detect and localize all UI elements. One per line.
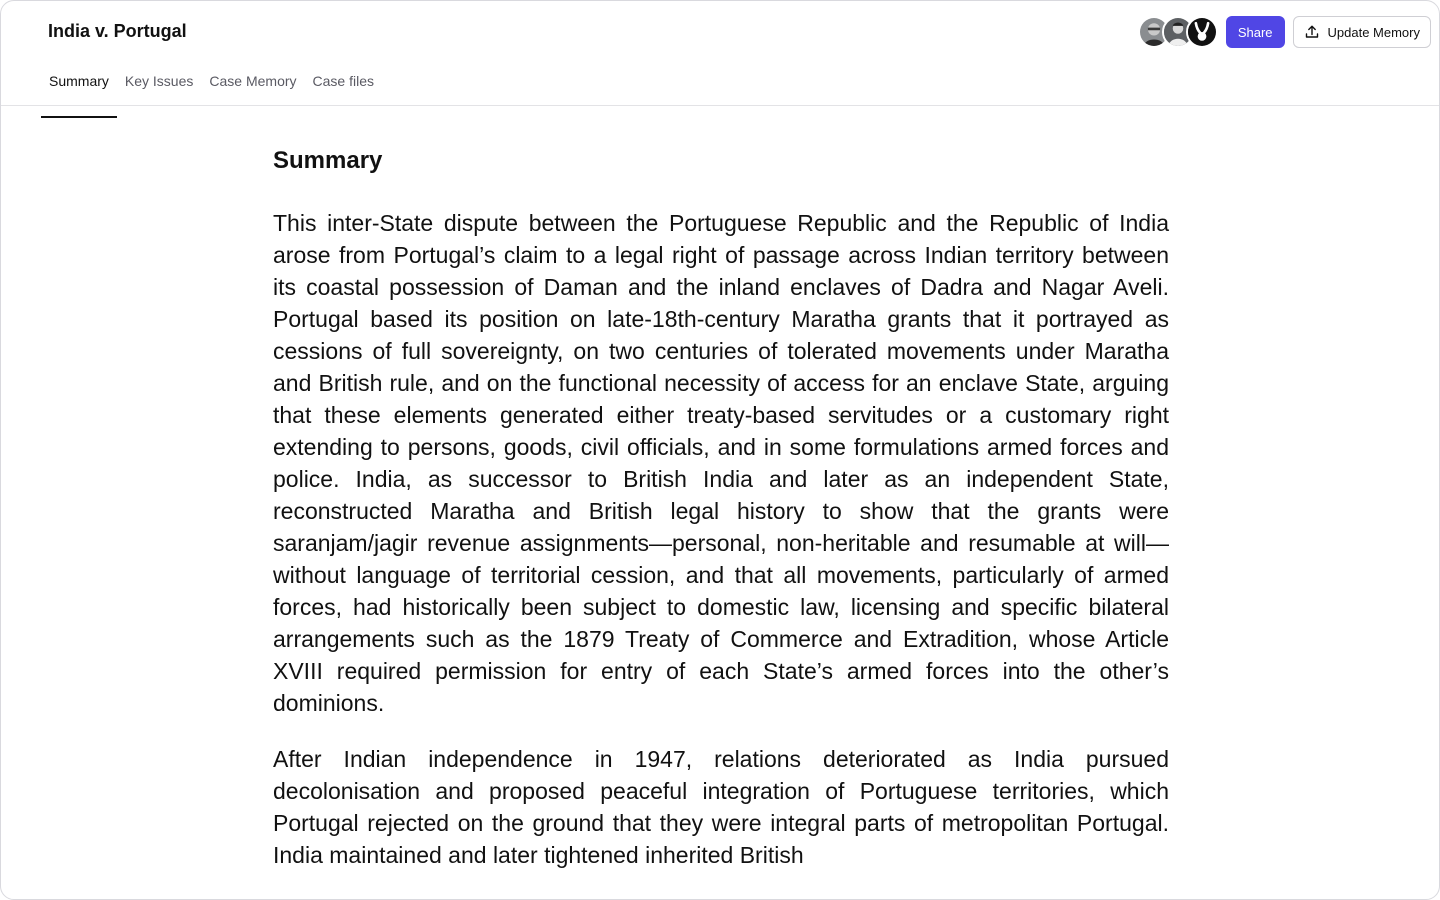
header-actions [1138, 16, 1431, 48]
case-header [1, 1, 1439, 106]
tab-key-issues[interactable]: Key Issues [124, 73, 194, 89]
rabbit-logo-icon [1188, 18, 1216, 46]
tab-case-files[interactable]: Case files [312, 73, 374, 89]
collaborator-avatars [1138, 16, 1218, 48]
summary-paragraph: After Indian independence in 1947, relations deteriorated as India pursued decolonisation and proposed peaceful integration of Portuguese territories, which Portugal rejected on the ground that they were integral parts of metropolitan Portugal. India maintained and later tightened inherited British [273, 746, 1169, 868]
summary-paragraph: This inter-State dispute between the Portuguese Republic and the Republic of India arose from Portugal’s claim to a legal right of passage across Indian territory between its coastal possession of Daman and the inland enclaves of Dadra and Nagar Aveli. Portugal based its position on late-18th-century Maratha grants that it portrayed as cessions of full sovereignty, on two centuries of tolerated movements under Maratha and British rule, and on the functional necessity of access for an enclave State, arguing that these elements generated either treaty-based servitudes or a customary right extending to persons, goods, civil officials, and in some formulations armed forces and police. India, as successor to British India and later as an independent State, reconstructed Maratha and British legal history to show that the grants were saranjam/jagir revenue assignments—personal, non-heritable and resumable at will—without language of territorial cession, and that all movements, particularly of armed forces, had historically been subject to domestic law, licensing and specific bilateral arrangements such as the 1879 Treaty of Commerce and Extradition, whose Article XVIII required permission for entry of each State’s armed forces into the other’s dominions. [273, 210, 1169, 716]
tab-case-memory[interactable]: Case Memory [209, 73, 297, 89]
tab-summary[interactable]: Summary [41, 71, 117, 105]
upload-icon [1304, 24, 1320, 40]
summary-content [273, 141, 1169, 895]
avatar[interactable] [1186, 16, 1218, 48]
tab-bar [41, 71, 382, 105]
section-title: Summary [273, 147, 383, 174]
share-button[interactable]: Share [1226, 16, 1285, 48]
update-memory-label: Update Memory [1327, 24, 1420, 40]
update-memory-button[interactable] [1293, 16, 1431, 48]
case-title: India v. Portugal [48, 21, 187, 41]
